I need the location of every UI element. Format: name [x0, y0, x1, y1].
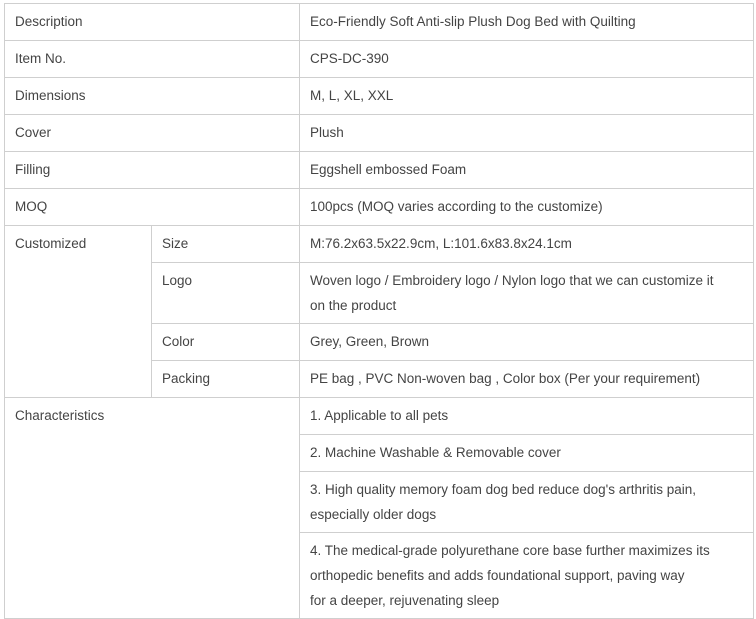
- row-value: [300, 115, 754, 152]
- row-value-size: M:76.2x63.5x22.9cm, L:101.6x83.8x24.1cm: [310, 236, 572, 251]
- value-line: especially older dogs: [310, 507, 437, 522]
- sub-label: [152, 263, 300, 324]
- row-value: [300, 152, 754, 189]
- sub-label: [152, 226, 300, 263]
- row-label: [5, 398, 300, 619]
- sub-label-logo: Logo: [162, 273, 193, 288]
- row-value: [300, 533, 754, 619]
- row-value-color: Grey, Green, Brown: [310, 334, 430, 349]
- table-row: [5, 398, 754, 435]
- table-row: [5, 226, 754, 263]
- table-row: [5, 41, 754, 78]
- row-label: [5, 226, 152, 398]
- table-row: [5, 4, 754, 41]
- table-row: [5, 78, 754, 115]
- row-label: [5, 4, 300, 41]
- sub-label-size: Size: [162, 236, 189, 251]
- value-line: on the product: [310, 298, 397, 313]
- value-line: orthopedic benefits and adds foundational support, paving way: [310, 568, 685, 583]
- sub-label: [152, 324, 300, 361]
- row-value: [300, 4, 754, 41]
- sub-label-color: Color: [162, 334, 195, 349]
- table-row: [5, 152, 754, 189]
- value-line: 4. The medical-grade polyurethane core base further maximizes its: [310, 543, 710, 558]
- value-line: 3. High quality memory foam dog bed reduce dog's arthritis pain,: [310, 482, 697, 497]
- value-line: for a deeper, rejuvenating sleep: [310, 593, 500, 608]
- table-row: [5, 115, 754, 152]
- value-line: Woven logo / Embroidery logo / Nylon logo that we can customize it: [310, 273, 714, 288]
- row-label-customized: Customized: [15, 236, 87, 251]
- row-label-item-no: Item No.: [15, 51, 67, 66]
- row-label: [5, 152, 300, 189]
- row-value: [300, 398, 754, 435]
- row-value-cover: Plush: [310, 125, 344, 140]
- row-value-item-no: CPS-DC-390: [310, 51, 389, 66]
- row-value-description: Eco-Friendly Soft Anti-slip Plush Dog Bed with Quilting: [310, 14, 636, 29]
- row-value: [300, 263, 754, 324]
- row-value-filling: Eggshell embossed Foam: [310, 162, 467, 177]
- sub-label-packing: Packing: [162, 371, 211, 386]
- table-row: [5, 189, 754, 226]
- row-label-moq: MOQ: [15, 199, 48, 214]
- row-label: [5, 41, 300, 78]
- row-label-filling: Filling: [15, 162, 51, 177]
- row-label: [5, 189, 300, 226]
- characteristic-item: [310, 472, 743, 532]
- product-spec-table: [4, 3, 754, 619]
- row-value-logo: [310, 263, 743, 323]
- row-value: [300, 324, 754, 361]
- characteristic-item: 2. Machine Washable & Removable cover: [310, 445, 561, 460]
- characteristic-item: [310, 533, 743, 618]
- row-label-cover: Cover: [15, 125, 52, 140]
- row-value: [300, 78, 754, 115]
- row-value: [300, 435, 754, 472]
- row-value: [300, 226, 754, 263]
- row-label-description: Description: [15, 14, 83, 29]
- sub-label: [152, 361, 300, 398]
- row-value-dimensions: M, L, XL, XXL: [310, 88, 394, 103]
- row-value-packing: PE bag , PVC Non-woven bag , Color box (Per your requirement): [310, 371, 701, 386]
- row-value: [300, 361, 754, 398]
- row-value-moq: 100pcs (MOQ varies according to the customize): [310, 199, 603, 214]
- row-label: [5, 115, 300, 152]
- row-value: [300, 472, 754, 533]
- row-label: [5, 78, 300, 115]
- row-label-characteristics: Characteristics: [15, 408, 105, 423]
- characteristic-item: 1. Applicable to all pets: [310, 408, 449, 423]
- row-label-dimensions: Dimensions: [15, 88, 86, 103]
- row-value: [300, 41, 754, 78]
- row-value: [300, 189, 754, 226]
